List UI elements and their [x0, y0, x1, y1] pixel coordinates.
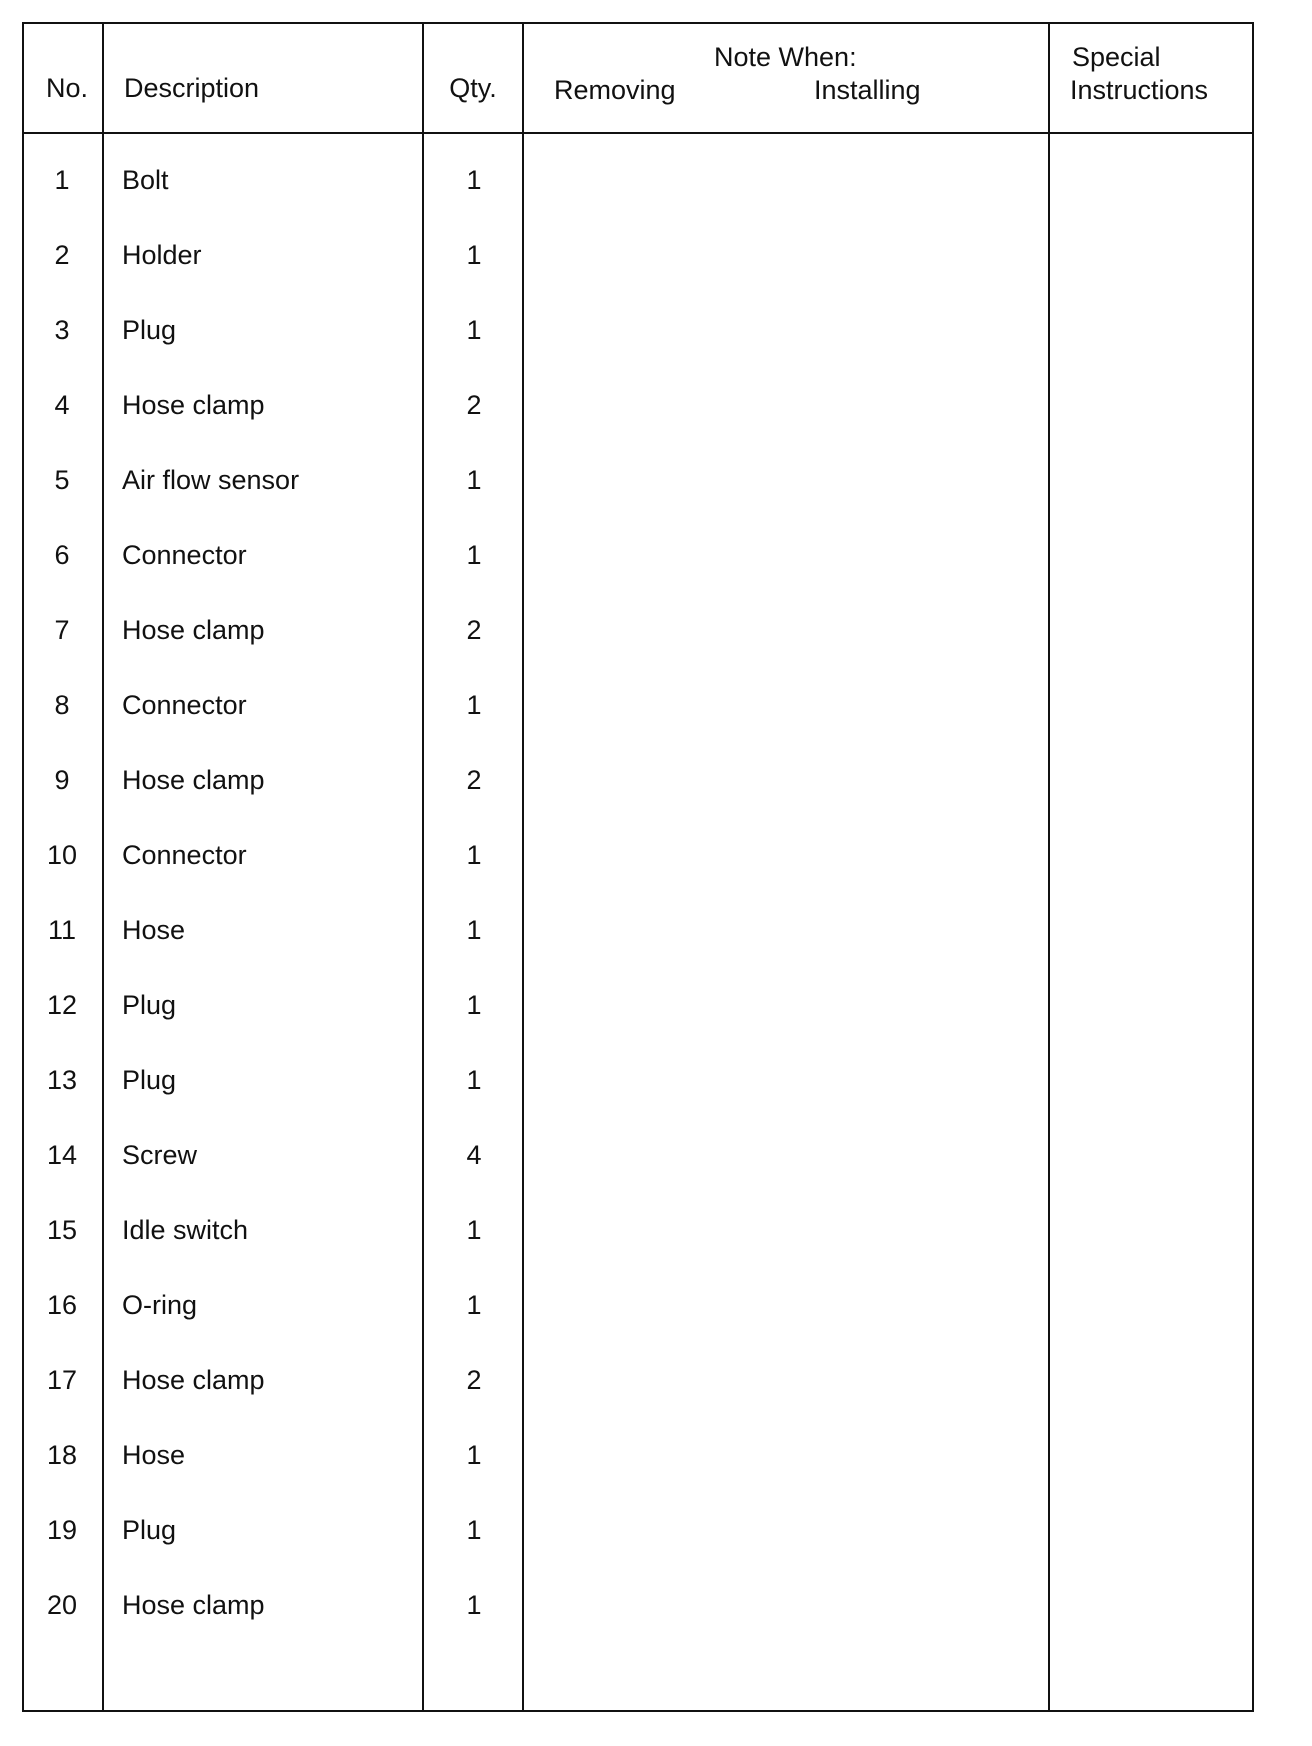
row-description: Holder [122, 240, 202, 270]
row-description: Bolt [122, 165, 169, 195]
row-description: Plug [122, 1515, 177, 1545]
row-description: Connector [122, 840, 247, 870]
table-row [24, 1289, 1252, 1349]
table-row [24, 614, 1252, 674]
row-quantity: 1 [466, 315, 482, 345]
table-row [24, 914, 1252, 974]
header-special: Special [1072, 42, 1161, 72]
row-number: 12 [46, 990, 78, 1020]
table-row [24, 839, 1252, 899]
row-number: 19 [46, 1515, 78, 1545]
row-number: 17 [46, 1365, 78, 1395]
row-number: 15 [46, 1215, 78, 1245]
row-quantity: 1 [466, 540, 482, 570]
header-no: No. [45, 73, 89, 103]
row-description: Hose [122, 1440, 186, 1470]
row-description: Screw [122, 1140, 198, 1170]
header-note-when: Note When: [714, 42, 857, 72]
table-row [24, 1589, 1252, 1649]
row-number: 8 [54, 690, 70, 720]
header-qty: Qty. [449, 73, 497, 103]
header-installing: Installing [814, 75, 921, 105]
row-description: Plug [122, 1065, 177, 1095]
row-description: Hose clamp [122, 615, 265, 645]
row-number: 16 [46, 1290, 78, 1320]
row-quantity: 2 [466, 765, 482, 795]
header-divider [24, 132, 1252, 134]
row-description: Hose clamp [122, 765, 265, 795]
row-number: 4 [54, 390, 70, 420]
header-instructions: Instructions [1070, 75, 1209, 105]
row-description: Connector [122, 540, 247, 570]
table-row [24, 1214, 1252, 1274]
header-description: Description [124, 73, 260, 103]
table-row [24, 989, 1252, 1049]
table-row [24, 764, 1252, 824]
table-row [24, 164, 1252, 224]
row-description: Plug [122, 315, 177, 345]
row-quantity: 1 [466, 1515, 482, 1545]
row-number: 18 [46, 1440, 78, 1470]
table-row [24, 689, 1252, 749]
row-description: Hose clamp [122, 390, 265, 420]
row-quantity: 2 [466, 615, 482, 645]
row-number: 20 [46, 1590, 78, 1620]
row-quantity: 1 [466, 1440, 482, 1470]
row-number: 2 [54, 240, 70, 270]
row-quantity: 2 [466, 390, 482, 420]
table-row [24, 1514, 1252, 1574]
row-number: 5 [54, 465, 70, 495]
row-quantity: 1 [466, 1290, 482, 1320]
table-row [24, 314, 1252, 374]
row-description: Air flow sensor [122, 465, 300, 495]
row-number: 11 [47, 915, 77, 945]
row-number: 6 [54, 540, 70, 570]
row-number: 13 [46, 1065, 78, 1095]
row-number: 10 [46, 840, 78, 870]
row-number: 14 [46, 1140, 78, 1170]
row-number: 1 [54, 165, 70, 195]
row-quantity: 4 [466, 1140, 482, 1170]
row-quantity: 1 [466, 1065, 482, 1095]
row-description: Plug [122, 990, 177, 1020]
row-number: 3 [54, 315, 70, 345]
row-description: Hose clamp [122, 1590, 265, 1620]
row-description: Connector [122, 690, 247, 720]
header-removing: Removing [554, 75, 676, 105]
row-description: O-ring [122, 1290, 198, 1320]
table-row [24, 1439, 1252, 1499]
row-quantity: 1 [466, 240, 482, 270]
row-quantity: 1 [466, 690, 482, 720]
row-number: 9 [54, 765, 70, 795]
row-quantity: 1 [466, 1590, 482, 1620]
table-row [24, 239, 1252, 299]
row-description: Hose clamp [122, 1365, 265, 1395]
table-row [24, 464, 1252, 524]
table-row [24, 1139, 1252, 1199]
row-number: 7 [54, 615, 70, 645]
row-quantity: 1 [466, 915, 482, 945]
row-quantity: 1 [466, 1215, 482, 1245]
parts-table [22, 22, 1254, 1712]
row-quantity: 1 [466, 990, 482, 1020]
row-quantity: 1 [466, 165, 482, 195]
table-row [24, 539, 1252, 599]
table-row [24, 1064, 1252, 1124]
row-quantity: 1 [466, 840, 482, 870]
table-row [24, 1364, 1252, 1424]
row-quantity: 2 [466, 1365, 482, 1395]
table-row [24, 389, 1252, 449]
row-description: Hose [122, 915, 186, 945]
row-quantity: 1 [466, 465, 482, 495]
row-description: Idle switch [122, 1215, 249, 1245]
